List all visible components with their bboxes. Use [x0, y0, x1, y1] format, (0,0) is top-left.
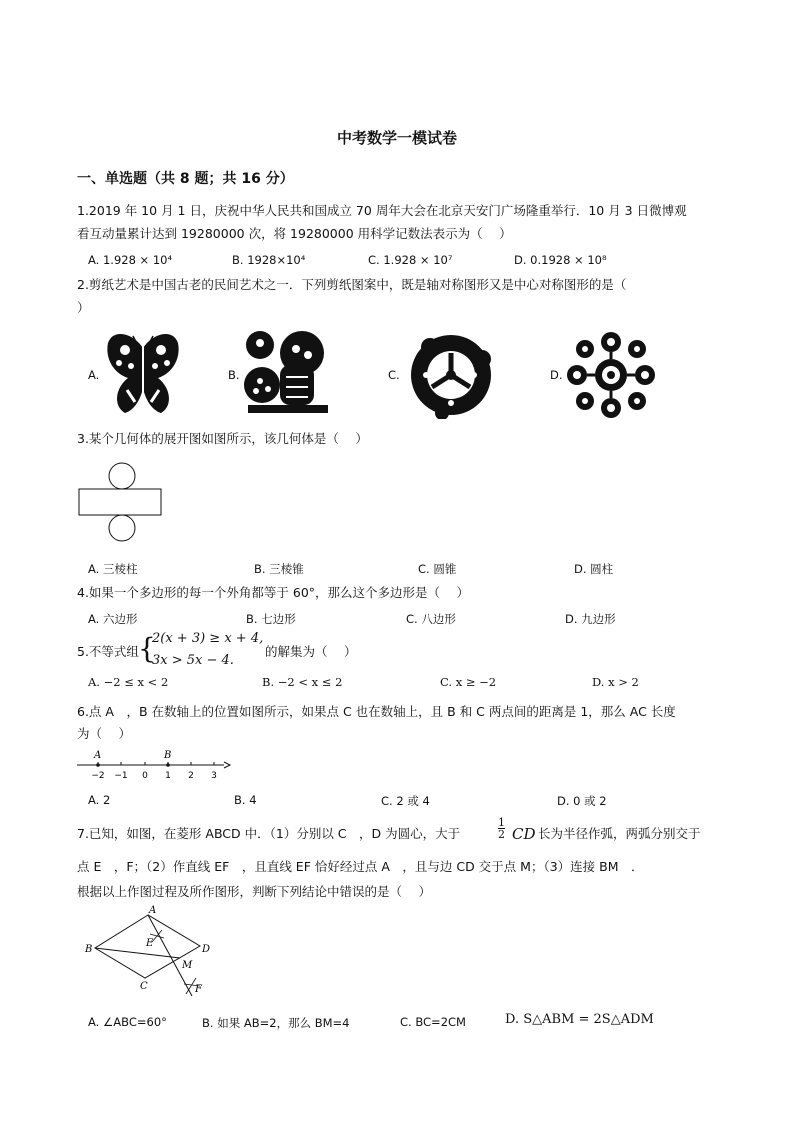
q5-option-a: A. −2 ≤ x < 2 — [88, 675, 169, 689]
point-a-label: A — [94, 750, 102, 761]
animal-papercut-image — [240, 325, 335, 420]
brace: { — [138, 632, 156, 665]
question-7-line-2: 点 E ，F；（2）作直线 EF ，且直线 EF 恰好经过点 A ，且与边 CD 交于点 M；（3）连接 BM ． — [77, 859, 644, 874]
q1-option-b: B. 1928×10⁴ — [232, 253, 306, 267]
question-7-line-1c: 长为半径作弧，两弧分别交于 — [538, 826, 701, 841]
section-heading: 一、单选题（共 8 题；共 16 分） — [77, 171, 294, 187]
fraction-one-half — [498, 817, 505, 840]
q3-option-c: C. 圆锥 — [418, 562, 457, 576]
question-5-suffix: 的解集为（ ） — [265, 644, 357, 659]
vertex-b-label: B — [85, 944, 93, 955]
question-3-line-1: 3.某个几何体的展开图如图所示，该几何体是（ ） — [77, 431, 368, 446]
q3-option-d: D. 圆柱 — [574, 562, 614, 576]
point-m-label: M — [182, 960, 193, 971]
q7-option-b: B. 如果 AB=2，那么 BM=4 — [202, 1016, 350, 1030]
tick-label: 0 — [142, 771, 148, 781]
q5-option-c: C. x ≥ −2 — [440, 675, 497, 689]
q7-option-a: A. ∠ABC=60° — [88, 1015, 167, 1029]
question-2-line-1: 2.剪纸艺术是中国古老的民间艺术之一．下列剪纸图案中，既是轴对称图形又是中心对称图形的是（ — [77, 277, 627, 292]
question-4-line-1: 4.如果一个多边形的每一个外角都等于 60°，那么这个多边形是（ ） — [77, 585, 470, 600]
q1-option-a: A. 1.928 × 10⁴ — [88, 253, 173, 267]
flower-papercut-image — [565, 330, 657, 420]
q3-option-b: B. 三棱锥 — [254, 562, 304, 576]
question-7-line-3: 根据以上作图过程及所作图形，判断下列结论中错误的是（ ） — [77, 884, 431, 899]
vertex-a-label: A — [149, 905, 157, 916]
point-b-label: B — [164, 750, 172, 761]
q4-option-a: A. 六边形 — [88, 612, 138, 626]
tick-label: 3 — [211, 771, 217, 781]
q6-option-c: C. 2 或 4 — [381, 794, 430, 808]
q4-option-b: B. 七边形 — [246, 612, 296, 626]
q7-option-c: C. BC=2CM — [400, 1015, 466, 1029]
vertex-c-label: C — [140, 981, 148, 992]
segment-cd: CD — [512, 825, 536, 843]
q5-option-d: D. x > 2 — [592, 675, 639, 689]
question-5-prefix: 5.不等式组 — [77, 644, 139, 659]
number-line-figure — [74, 748, 234, 782]
q2-option-d: D. — [550, 368, 563, 382]
page-title: 中考数学一模试卷 — [336, 129, 457, 147]
q1-option-d: D. 0.1928 × 10⁸ — [514, 253, 607, 267]
question-6-line-2: 为（ ） — [77, 726, 131, 741]
question-1-line-2: 看互动量累计达到 19280000 次，将 19280000 用科学记数法表示为（ ） — [77, 226, 512, 241]
q6-option-a: A. 2 — [88, 793, 111, 807]
q6-option-b: B. 4 — [234, 793, 257, 807]
fraction-denominator: 2 — [498, 828, 505, 841]
q5-inequality-2: 3x > 5x − 4. — [152, 653, 234, 668]
tick-label: 2 — [188, 771, 194, 781]
cylinder-net-figure — [76, 462, 166, 548]
q1-option-c: C. 1.928 × 10⁷ — [368, 253, 453, 267]
q5-option-b: B. −2 < x ≤ 2 — [262, 675, 343, 689]
triple-fish-papercut-image — [402, 327, 500, 419]
tick-label: −2 — [91, 771, 105, 781]
question-7-line-1a: 7.已知，如图，在菱形 ABCD 中．（1）分别以 C ，D 为圆心，大于 — [77, 826, 461, 841]
fraction-numerator: 1 — [498, 816, 505, 829]
q6-option-d: D. 0 或 2 — [557, 794, 607, 808]
q4-option-c: C. 八边形 — [406, 612, 456, 626]
rhombus-construction-figure — [82, 904, 222, 1006]
q3-option-a: A. 三棱柱 — [88, 562, 138, 576]
q2-option-a: A. — [88, 368, 100, 382]
q4-option-d: D. 九边形 — [565, 612, 616, 626]
question-1-line-1: 1.2019 年 10 月 1 日，庆祝中华人民共和国成立 70 周年大会在北京天安门广场隆重举行．10 月 3 日微博观 — [77, 203, 687, 218]
q7-option-d: D. S△ABM = 2S△ADM — [505, 1012, 654, 1027]
question-2-line-2: ） — [77, 300, 90, 315]
tick-label: −1 — [114, 771, 128, 781]
point-f-label: F — [195, 984, 202, 995]
point-e-label: E — [146, 938, 154, 949]
vertex-d-label: D — [202, 944, 211, 955]
q2-option-b: B. — [228, 368, 240, 382]
q5-inequality-1: 2(x + 3) ≥ x + 4, — [152, 631, 264, 646]
tick-label: 1 — [165, 771, 171, 781]
question-6-line-1: 6.点 A ，B 在数轴上的位置如图所示，如果点 C 也在数轴上，且 B 和 C 两点间的距离是 1，那么 AC 长度 — [77, 704, 676, 719]
q2-option-c: C. — [388, 368, 400, 382]
butterfly-papercut-image — [103, 328, 183, 418]
